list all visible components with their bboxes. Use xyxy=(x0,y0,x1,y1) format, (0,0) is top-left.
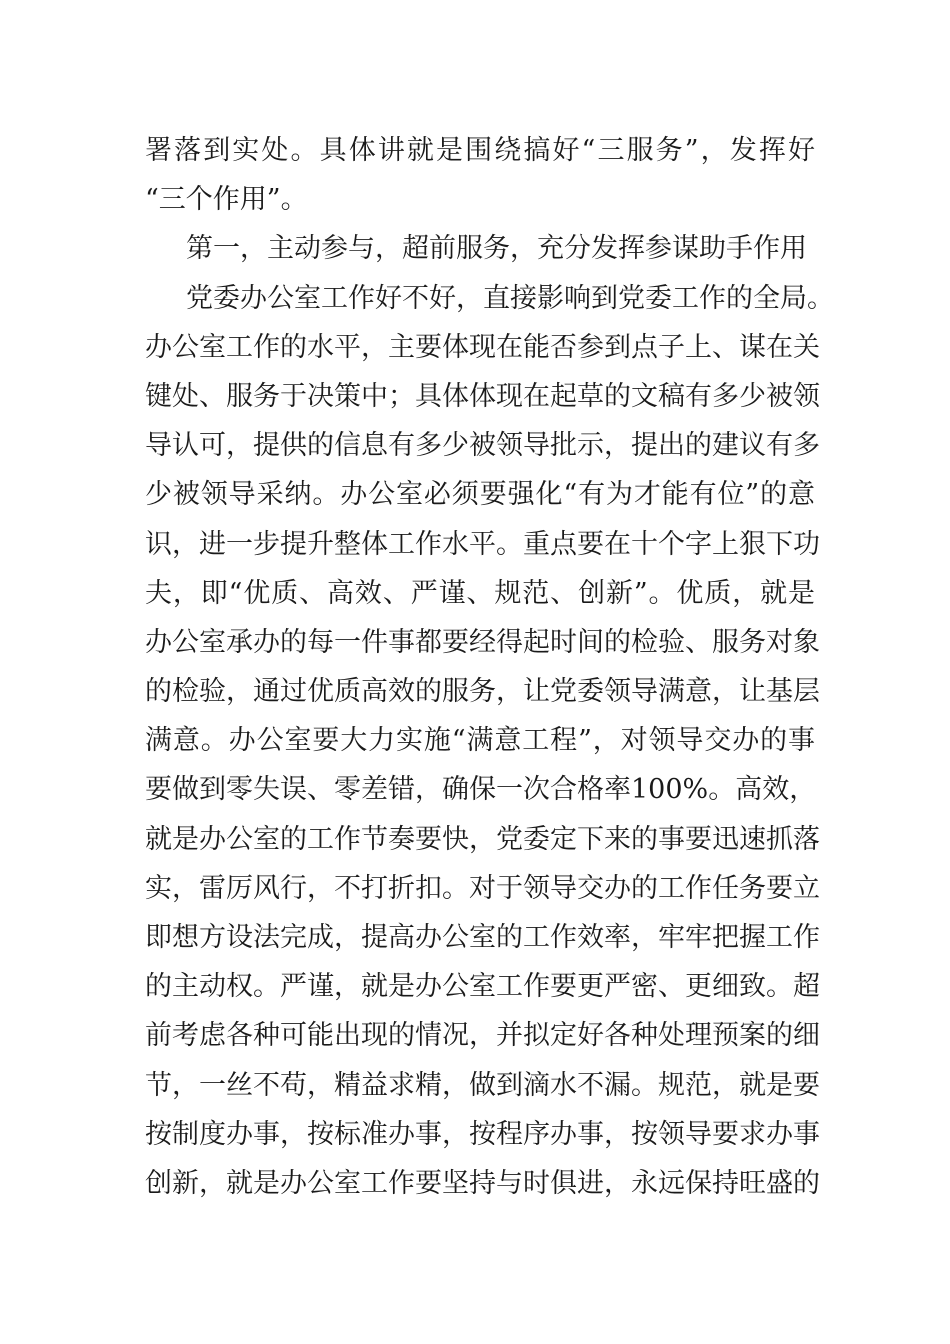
body-text xyxy=(145,126,834,1208)
text-line: 办公室工作的水平，主要体现在能否参到点子上、谋在关 xyxy=(145,331,820,363)
text-line: 的主动权。严谨，就是办公室工作要更严密、更细致。超 xyxy=(145,971,820,1003)
text-line: 键处、服务于决策中；具体体现在起草的文稿有多少被领 xyxy=(145,380,820,412)
text-line: 要做到零失误、零差错，确保一次合格率100%。高效， xyxy=(145,774,817,806)
text-line: 少被领导采纳。办公室必须要强化“有为才能有位”的意 xyxy=(145,479,815,511)
text-line: 导认可，提供的信息有多少被领导批示，提出的建议有多 xyxy=(145,430,820,462)
text-line: 的检验，通过优质高效的服务，让党委领导满意，让基层 xyxy=(145,676,820,708)
text-line: 节，一丝不苟，精益求精，做到滴水不漏。规范，就是要 xyxy=(145,1069,820,1101)
section-heading: 第一，主动参与，超前服务，充分发挥参谋助手作用 xyxy=(186,233,807,265)
text-line: 按制度办事，按标准办事，按程序办事，按领导要求办事 xyxy=(145,1118,820,1150)
text-line: 识，进一步提升整体工作水平。重点要在十个字上狠下功 xyxy=(145,528,820,560)
text-line: 办公室承办的每一件事都要经得起时间的检验、服务对象 xyxy=(145,626,820,658)
text-line: 创新，就是办公室工作要坚持与时俱进，永远保持旺盛的 xyxy=(145,1167,820,1199)
paragraph-first-line: 党委办公室工作好不好，直接影响到党委工作的全局。 xyxy=(186,282,834,314)
text-line: 满意。办公室要大力实施“满意工程”，对领导交办的事 xyxy=(145,725,815,757)
text-line: 署落到实处。具体讲就是围绕搞好“三服务”，发挥好 xyxy=(145,135,815,166)
text-line: 前考虑各种可能出现的情况，并拟定好各种处理预案的细 xyxy=(145,1020,820,1052)
text-line: “三个作用”。 xyxy=(145,184,308,216)
text-line: 就是办公室的工作节奏要快，党委定下来的事要迅速抓落 xyxy=(145,823,820,855)
text-line: 夫，即“优质、高效、严谨、规范、创新”。优质，就是 xyxy=(145,577,815,609)
text-line: 即想方设法完成，提高办公室的工作效率，牢牢把握工作 xyxy=(145,922,820,953)
text-line: 实，雷厉风行，不打折扣。对于领导交办的工作任务要立 xyxy=(145,872,820,904)
